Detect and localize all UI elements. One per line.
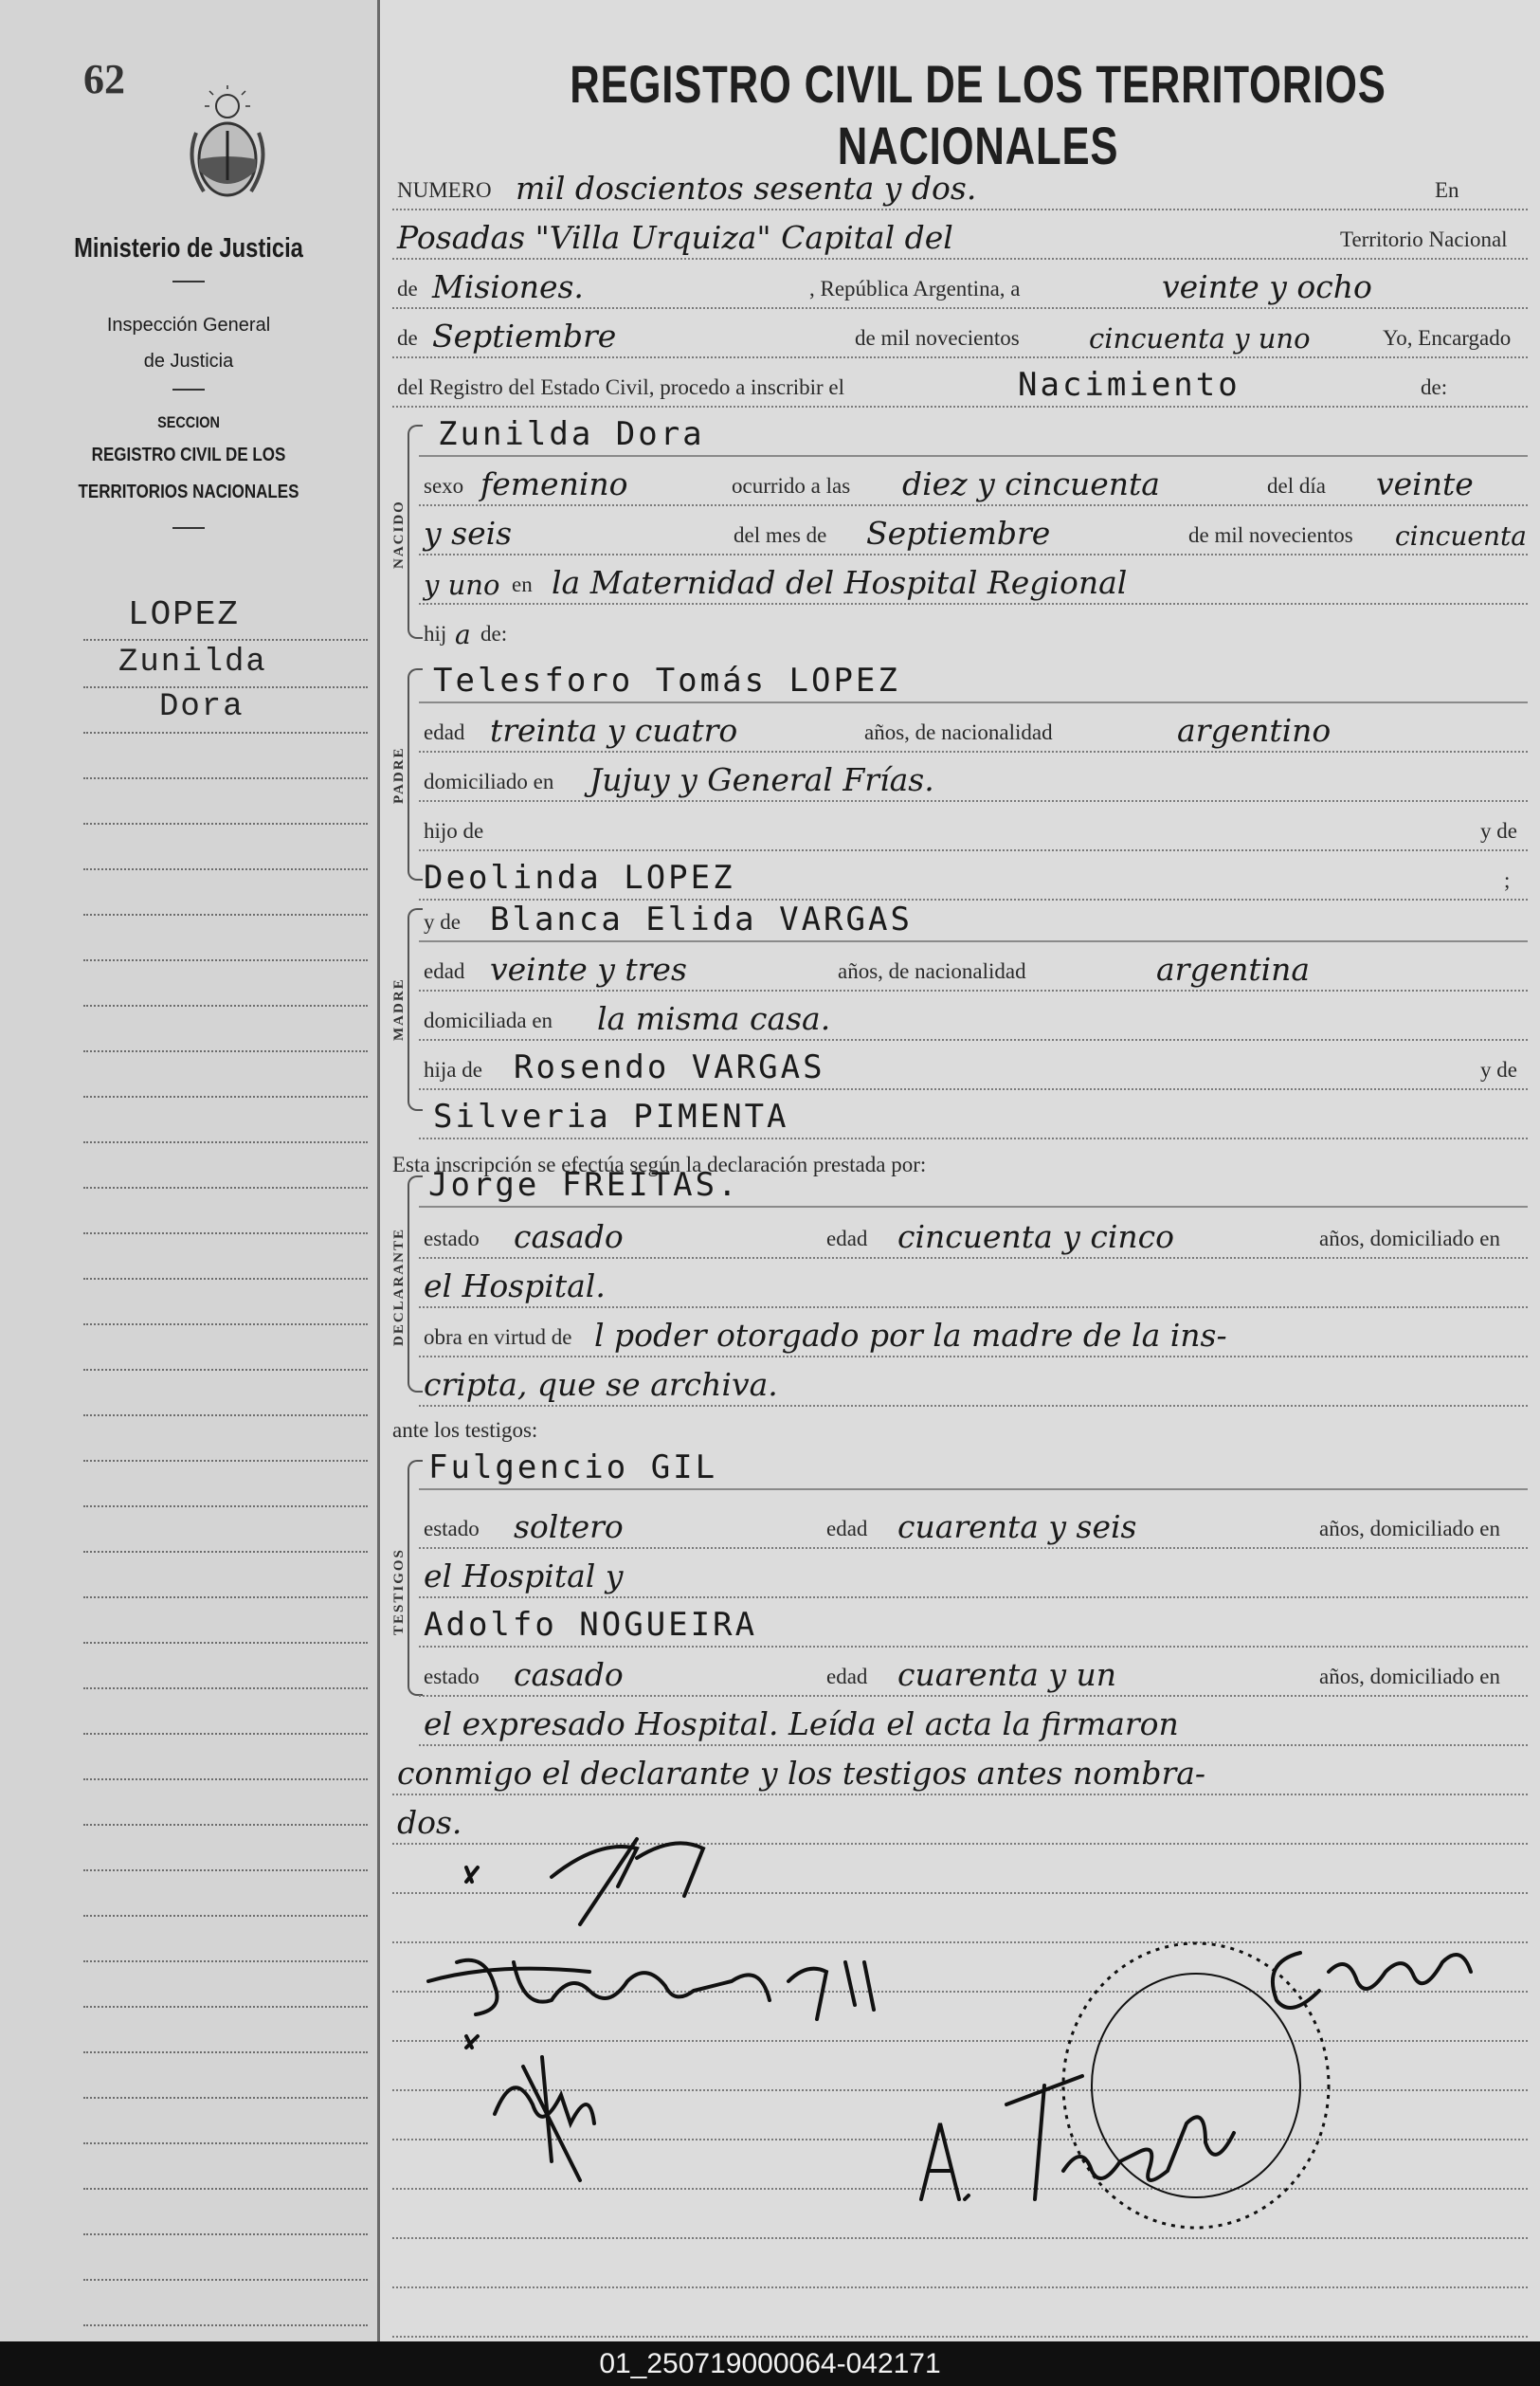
coat-of-arms-icon [185,85,270,209]
de-mil-nov-label: de mil novecientos [1188,523,1353,547]
margin-rule [83,2324,368,2326]
closing-line-a: el expresado Hospital. Leída el acta la firmaron [424,1705,1179,1742]
father-name: Telesforo Tomás LOPEZ [433,662,900,700]
declarante-tag: DECLARANTE [391,1227,407,1346]
margin-rule [83,777,368,779]
form-row [419,1259,1528,1308]
margin-rule [83,2006,368,2008]
page-title: REGISTRO CIVIL DE LOS TERRITORIOS NACIONALES [570,54,1386,175]
father-address: Jujuy y General Frías. [589,761,934,798]
de-label: de [397,326,418,350]
anos-dom-label: años, domiciliado en [1319,1665,1500,1688]
padre-tag: PADRE [391,746,407,804]
form-row [419,1549,1528,1598]
divider [172,389,205,391]
margin-column [0,0,380,2341]
republica-label: , República Argentina, a [809,277,1021,301]
margin-rule [83,639,368,641]
form-row [419,753,1528,802]
year-value: cincuenta y uno [1089,322,1311,355]
margin-rule [83,1187,368,1189]
inscripcion-label: Esta inscripción se efectúa según la declaración prestada por: [392,1153,927,1176]
de-label: de: [480,622,508,646]
semicolon: ; [1504,868,1511,892]
witness2-name: Adolfo NOGUEIRA [424,1606,758,1644]
image-code-bar: 01_250719000064-042171 [0,2341,1540,2386]
closing-line-c: dos. [397,1804,462,1841]
margin-rule [83,2279,368,2281]
del-mes-label: del mes de [734,523,827,547]
birth-month: Septiembre [866,515,1051,552]
month-value: Septiembre [432,318,617,355]
place-value: Posadas "Villa Urquiza" Capital del [397,219,953,256]
child-name: Zunilda Dora [438,415,705,453]
form-row [419,802,1528,851]
mother-address: la misma casa. [597,1000,831,1037]
mother-mother: Silveria PIMENTA [433,1098,789,1136]
page-number: 62 [83,56,125,102]
territorio-label: Territorio Nacional [1340,228,1508,251]
form-row [419,1357,1528,1407]
margin-rule [83,823,368,825]
edad-label: edad [826,1517,868,1540]
anos-nac-label: años, de nacionalidad [864,720,1053,744]
form-row [419,1697,1528,1746]
form-row [419,605,1540,652]
obra-label: obra en virtud de [424,1325,572,1349]
divider [172,281,205,282]
margin-rule [83,1096,368,1098]
margin-rule [83,1323,368,1325]
declarant-address: el Hospital. [424,1267,606,1304]
form-row [419,556,1528,605]
form-row [419,506,1528,556]
y-de-label: y de [424,910,461,934]
mother-father: Rosendo VARGAS [514,1048,825,1086]
form-row [419,457,1528,506]
form-row [419,893,1528,942]
declarant-name: Jorge FREITAS. [428,1166,740,1204]
birth-place: la Maternidad del Hospital Regional [552,564,1128,601]
witness1-address: el Hospital y [424,1557,624,1594]
section-line-2: TERRITORIOS NACIONALES [78,482,299,502]
del-dia-label: del día [1267,474,1326,498]
form-row [392,1746,1528,1795]
form-row [419,1308,1528,1357]
margin-rule [83,2142,368,2144]
yo-label: Yo, Encargado [1383,326,1512,350]
form-row [419,1210,1528,1259]
en-lugar-label: en [512,573,533,596]
margin-surname: LOPEZ [128,595,241,634]
birth-year-b: y uno [424,569,500,601]
witness1-age: cuarenta y seis [897,1508,1137,1545]
form-row [419,654,1528,703]
margin-rule [83,1050,368,1052]
margin-rule [83,1778,368,1780]
y-de-label: y de [1480,819,1517,843]
mother-name: Blanca Elida VARGAS [490,901,913,938]
mother-nationality: argentina [1156,951,1311,988]
father-age: treinta y cuatro [490,712,738,749]
form-row [419,1158,1528,1208]
margin-rule [83,1232,368,1234]
registry-form [381,0,1540,2341]
ocurrido-label: ocurrido a las [732,474,851,498]
section-label: SECCION [157,413,220,431]
hija-de-label: hija de [424,1058,482,1082]
mother-age: veinte y tres [490,951,687,988]
witness2-age: cuarenta y un [897,1656,1117,1693]
form-row [419,703,1528,753]
hora-value: diez y cincuenta [902,465,1160,502]
form-row [419,1441,1528,1490]
margin-rule [83,732,368,734]
birth-day-b: y seis [424,515,513,552]
margin-rule [83,868,368,870]
sexo-value: femenino [480,465,628,502]
form-row [419,1500,1528,1549]
hij-suffix: a [455,619,471,650]
margin-rule [83,1733,368,1735]
de-mil-label: de mil novecientos [855,326,1020,350]
margin-rule [83,1005,368,1007]
form-row [392,309,1528,358]
witness2-state: casado [514,1656,624,1693]
margin-rule [83,914,368,916]
birth-year-a: cincuenta [1395,520,1527,552]
edad-label: edad [826,1227,868,1250]
form-row [419,1648,1528,1697]
domiciliado-label: domiciliado en [424,770,554,793]
registro-label: del Registro del Estado Civil, procedo a inscribir el [397,375,845,399]
testigos-label: ante los testigos: [392,1418,538,1442]
margin-rule [83,2097,368,2099]
form-row [419,942,1528,992]
edad-label: edad [826,1665,868,1688]
margin-first-name: Zunilda [118,645,267,681]
estado-label: estado [424,1227,480,1250]
form-row [419,1598,1528,1648]
margin-rule [83,1824,368,1826]
witness1-name: Fulgencio GIL [428,1448,718,1486]
margin-rule [83,1505,368,1507]
margin-rule [83,1551,368,1553]
madre-tag: MADRE [391,977,407,1041]
birth-day-a: veinte [1376,465,1474,502]
margin-rule [83,686,368,688]
obra-value-b: cripta, que se archiva. [424,1366,778,1403]
territory-value: Misiones. [432,268,584,305]
inspection-line-1: Inspección General [106,315,271,336]
act-value: Nacimiento [1018,366,1241,404]
form-row [419,408,1528,457]
margin-rule [83,2233,368,2235]
margin-rule [83,1278,368,1280]
father-nationality: argentino [1177,712,1332,749]
estado-label: estado [424,1665,480,1688]
inspection-line-2: de Justicia [143,351,234,372]
father-mother: Deolinda LOPEZ [424,859,735,897]
numero-value: mil doscientos sesenta y dos. [516,170,977,207]
anos-dom-label: años, domiciliado en [1319,1227,1500,1250]
margin-second-name: Dora [159,689,245,725]
margin-rule [83,1596,368,1598]
form-row [392,260,1528,309]
margin-rule [83,1414,368,1416]
form-row [392,161,1528,210]
form-row [419,1090,1528,1139]
hijo-de-label: hijo de [424,819,484,843]
hij-label: hij [424,622,447,646]
domiciliada-label: domiciliada en [424,1009,553,1032]
nacido-tag: NACIDO [391,500,407,569]
de-label: de [397,277,418,301]
y-de-label: y de [1480,1058,1517,1082]
edad-label: edad [424,959,465,983]
margin-rule [83,1960,368,1962]
declarant-age: cincuenta y cinco [897,1218,1175,1255]
form-row [419,992,1528,1041]
witness1-state: soltero [514,1508,624,1545]
margin-rule [83,1642,368,1644]
de-colon-label: de: [1421,375,1448,399]
margin-rule [83,1141,368,1143]
margin-rule [83,1369,368,1371]
anos-dom-label: años, domiciliado en [1319,1517,1500,1540]
form-row [392,358,1528,408]
margin-rule [83,959,368,961]
day-value: veinte y ocho [1162,268,1372,305]
divider [172,527,205,529]
form-row [419,1041,1528,1090]
margin-rule [83,1460,368,1462]
form-row [392,210,1528,260]
anos-nac-label: años, de nacionalidad [838,959,1026,983]
numero-label: NUMERO [397,178,492,202]
obra-value-a: l poder otorgado por la madre de la ins- [594,1317,1227,1354]
margin-rule [83,2188,368,2190]
officer-signature-and-seal-image [902,1886,1509,2313]
declarant-state: casado [514,1218,624,1255]
margin-rule [83,1869,368,1871]
ministry-heading: Ministerio de Justicia [74,233,303,264]
margin-rule [83,1687,368,1689]
en-label: En [1435,178,1459,202]
margin-rule [83,2051,368,2053]
section-line-1: REGISTRO CIVIL DE LOS [91,445,286,465]
testigos-tag: TESTIGOS [391,1548,407,1635]
estado-label: estado [424,1517,480,1540]
edad-label: edad [424,720,465,744]
margin-rule [83,1915,368,1917]
closing-line-b: conmigo el declarante y los testigos antes nombra- [397,1755,1206,1792]
sexo-label: sexo [424,474,464,498]
